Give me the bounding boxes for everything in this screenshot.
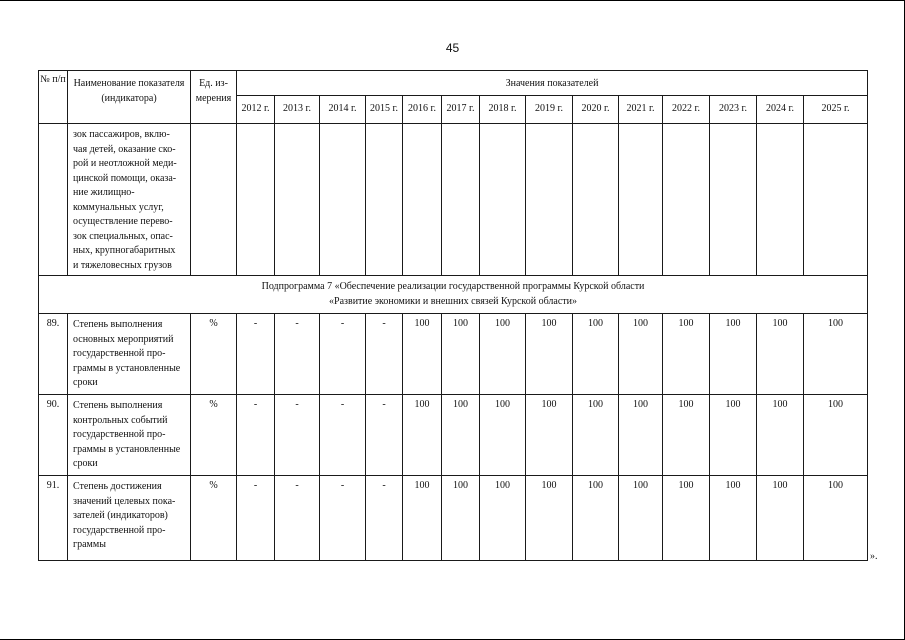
indicator-name-line: осуществление перево- [73,216,173,227]
indicator-name-line: и тяжеловесных грузов [73,259,172,271]
value-cell: 100 [619,395,663,476]
header-name-label: Наименование показателя (индикатора) [73,78,185,104]
subprogram-row [39,276,868,314]
value-cell [710,124,757,276]
header-unit [191,71,237,124]
value-cell: 100 [663,476,710,561]
year-header-cell: 2017 г. [442,96,480,124]
year-header-cell: 2025 г. [804,96,868,124]
value-cell: 100 [663,395,710,476]
value-cell: 100 [526,395,573,476]
year-header-cell: 2015 г. [366,96,403,124]
year-header-cell: 2014 г. [320,96,366,124]
row-number: 89. [39,314,68,395]
num-cell [39,124,68,276]
value-cell: - [320,314,366,395]
year-header-cell: 2013 г. [275,96,320,124]
value-cell: - [320,476,366,561]
table-row [39,476,868,561]
indicator-name-line: зок пассажиров, вклю- [73,129,170,140]
value-cell: - [237,476,275,561]
value-cell: - [366,476,403,561]
indicator-name-line: граммы в установленные [73,362,181,374]
value-cell [403,124,442,276]
value-cell: - [366,314,403,395]
value-cell: - [320,395,366,476]
indicator-name-line: сроки [73,458,98,469]
indicator-name-line: сроки [73,377,98,388]
value-cell [480,124,526,276]
value-cell [619,124,663,276]
header-unit-label: Ед. из-мерения [195,78,232,104]
value-cell: 100 [403,395,442,476]
value-cell: 100 [710,395,757,476]
value-cell [442,124,480,276]
indicator-name-line: Степень достижения [73,481,162,492]
indicator-name-line: зок специальных, опас- [73,230,173,242]
value-cell: 100 [442,314,480,395]
header-values-label: Значения показателей [505,77,599,89]
value-cell: - [275,476,320,561]
value-cell: 100 [757,395,804,476]
value-cell [663,124,710,276]
closing-quote: ». [870,551,878,562]
value-cell: 100 [804,314,868,395]
table-row-continued [39,124,868,276]
value-cell [237,124,275,276]
indicator-name-line: зателей (индикаторов) [73,510,168,521]
indicator-name-line: чая детей, оказание ско- [73,143,176,155]
value-cell [275,124,320,276]
value-cell: 100 [573,395,619,476]
value-cell: 100 [804,395,868,476]
value-cell: - [237,395,275,476]
value-cell: - [366,395,403,476]
year-header-cell: 2019 г. [526,96,573,124]
value-cell [320,124,366,276]
value-cell: 100 [804,476,868,561]
header-values [237,71,868,96]
unit-cell: % [191,476,237,561]
page-frame-top [0,0,905,1]
indicator-name-cell [68,314,191,395]
indicator-name-line: контрольных событий [73,414,168,426]
indicator-name-line: ных, крупногабаритных [73,245,176,256]
unit-cell [191,124,237,276]
value-cell: - [237,314,275,395]
indicator-name-line: рой и неотложной меди- [73,158,177,169]
value-cell: 100 [480,476,526,561]
value-cell: 100 [480,314,526,395]
indicator-name-cell [68,476,191,561]
indicators-table [38,70,868,561]
unit-cell: % [191,395,237,476]
value-cell: 100 [442,476,480,561]
value-cell: 100 [526,314,573,395]
value-cell: 100 [573,476,619,561]
indicator-name-line: значений целевых пока- [73,495,176,507]
value-cell: 100 [442,395,480,476]
value-cell: 100 [573,314,619,395]
indicator-name-line: цинской помощи, оказа- [73,172,177,184]
value-cell [366,124,403,276]
subprogram-title-line-2: «Развитие экономики и внешних связей Курской области» [329,295,578,307]
subprogram-title-cell [39,276,868,314]
indicator-name-line: государственной про- [73,348,166,359]
year-header-cell: 2023 г. [710,96,757,124]
value-cell: - [275,314,320,395]
value-cell: 100 [757,476,804,561]
header-row-top [39,71,868,96]
indicator-name-line: Степень выполнения [73,319,163,330]
indicator-name-cell [68,124,191,276]
year-header-cell: 2021 г. [619,96,663,124]
header-num-label: № п/п [40,74,66,85]
indicator-name-line: основных мероприятий [73,333,174,345]
year-header-cell: 2012 г. [237,96,275,124]
value-cell: 100 [403,476,442,561]
value-cell [526,124,573,276]
row-number: 91. [39,476,68,561]
unit-cell: % [191,314,237,395]
indicator-name-line: государственной про- [73,429,166,440]
value-cell: 100 [663,314,710,395]
subprogram-title-line-1: Подпрограмма 7 «Обеспечение реализации государственной программы Курской области [261,281,645,292]
year-header-cell: 2018 г. [480,96,526,124]
value-cell [804,124,868,276]
value-cell [757,124,804,276]
value-cell: 100 [526,476,573,561]
value-cell: 100 [619,314,663,395]
header-num [39,71,68,124]
indicator-name-line: граммы в установленные [73,443,181,455]
value-cell: 100 [710,314,757,395]
page-number: 45 [445,41,460,55]
year-header-cell: 2016 г. [403,96,442,124]
value-cell [573,124,619,276]
year-header-cell: 2020 г. [573,96,619,124]
row-number: 90. [39,395,68,476]
header-name [68,71,191,124]
indicator-name-line: государственной про- [73,524,166,536]
year-header-cell: 2022 г. [663,96,710,124]
table-row [39,314,868,395]
value-cell: 100 [710,476,757,561]
value-cell: 100 [757,314,804,395]
value-cell: 100 [403,314,442,395]
indicator-name-line: Степень выполнения [73,400,163,411]
year-header-cell: 2024 г. [757,96,804,124]
indicator-name-cell [68,395,191,476]
table-row [39,395,868,476]
indicator-name-line: ние жилищно- [73,187,135,198]
indicator-name-line: граммы [73,539,106,550]
indicator-name-line: коммунальных услуг, [73,201,164,213]
value-cell: 100 [619,476,663,561]
value-cell: - [275,395,320,476]
value-cell: 100 [480,395,526,476]
